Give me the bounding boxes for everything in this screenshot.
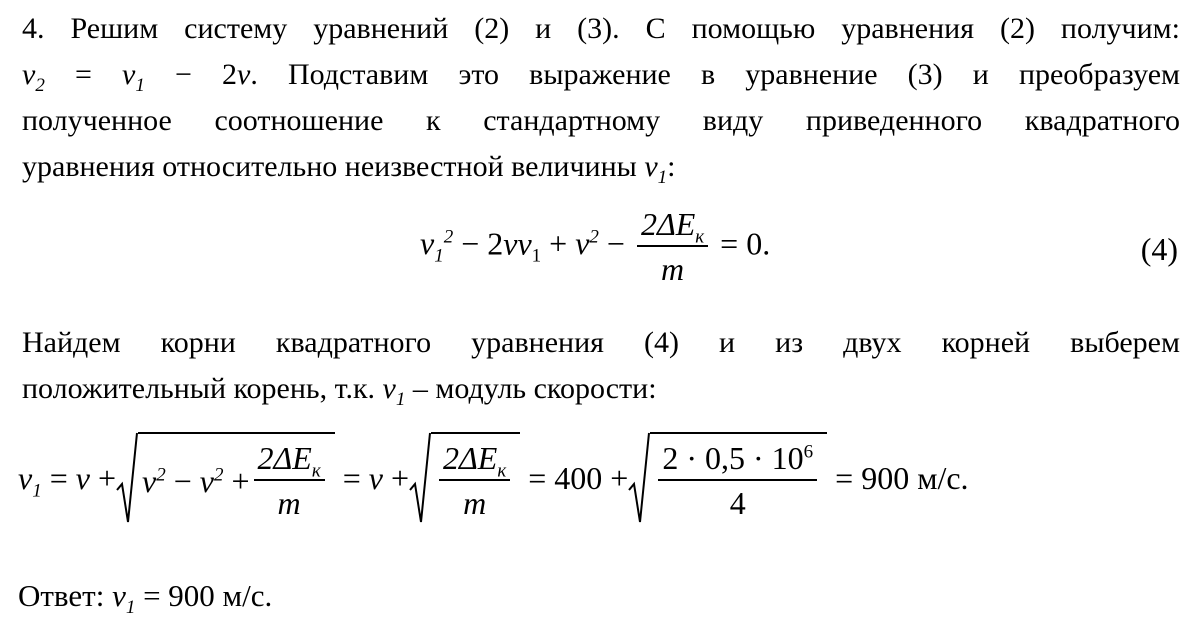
intro-line-4: уравнения относительно неизвестной величины $v_1$: xyxy=(22,150,676,188)
intro-line-3: полученное соотношение к стандартному виду приведенного квадратного xyxy=(22,104,1180,137)
find-line-2: положительный корень, т.к. $v_1$ – модуль скорости: xyxy=(22,372,657,410)
sqrt-3: $\frac{2 \cdot 0,5 \cdot 10^6}{4}$ xyxy=(628,432,827,524)
v2-symbol: $v_2$ xyxy=(22,58,45,96)
sqrt-1: $v^2$ − $v^2$ + $\frac{2\Delta E_к}{m}$ xyxy=(116,432,335,524)
fraction-energy: $\frac{2\Delta E_к}{m}$ xyxy=(637,206,708,288)
find-line-1: Найдем корни квадратного уравнения (4) и из двух корней выберем xyxy=(22,326,1180,359)
equation-number: (4) xyxy=(1140,231,1178,267)
find-paragraph xyxy=(22,320,1180,412)
intro-line-1: 4. Решим систему уравнений (2) и (3). С помощью уравнения (2) получим: xyxy=(22,12,1180,45)
equation-v1: $v_1$ = v + $v^2$ − $v^2$ + $\frac{2\Delta E_к}{m}$ = v + $\frac{2\Delta E_к}{m}$ = 400 + $\frac{2 \cdot 0,5 \cdot 10^6}{4}$ = 900 м/с. xyxy=(18,432,969,524)
sqrt-2: $\frac{2\Delta E_к}{m}$ xyxy=(409,432,520,524)
intro-paragraph xyxy=(22,6,1180,190)
answer-line: Ответ: $v_1 = 900$ м/с. xyxy=(18,578,273,619)
equation-4: $v_1^2 - 2vv_1 + v^2$ − $\frac{2\Delta E_к}{m}$ = 0. xyxy=(420,206,771,287)
intro-line-2: $v_2 = v_1 - 2v$. Подставим это выражение в уравнение (3) и преобразуем xyxy=(22,58,1181,96)
